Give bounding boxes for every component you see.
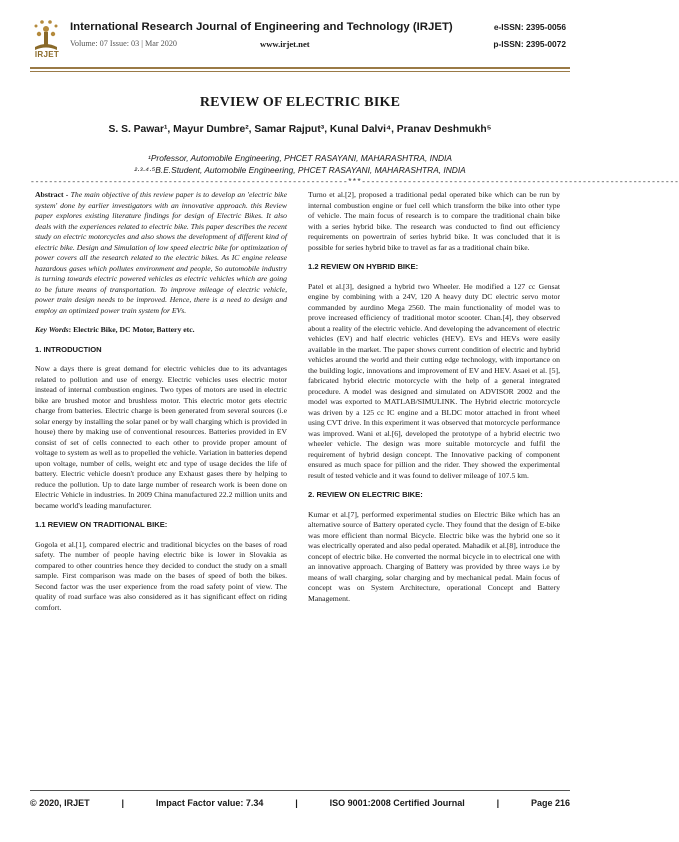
header-rule-thick — [30, 67, 570, 69]
footer-page-number: Page 216 — [530, 798, 570, 808]
footer-impact-factor: Impact Factor value: 7.34 — [155, 798, 264, 808]
keywords — [35, 325, 287, 336]
p-issn: p-ISSN: 2395-0072 — [493, 39, 566, 49]
section-heading-hybrid-bike: 1.2 REVIEW ON HYBRID BIKE: — [308, 262, 419, 271]
abstract-text: The main objective of this review paper is to develop an 'electric bike system' done by earlier investigators with an innovative approach. this Review paper explores existing literature findings for design of Electric Bikes. It also deals with the experiences related to electric bike. This paper describes the recent study on electric motorcycles and also shows the development of different kind of electric bike. Design and Simulation of low speed electric bike for optimization of power covers all the research related to the electric bikes. As IC engine release hazardous gases which pollutes environment and people, So automobile industry is turning towards electric powered vehicles as electric vehicles which are going to be future means of transportation. To improve mileage of electric vehicle, power train design needs to be improved. Hence, there is a need to design and employ an optimized power train system for EVs. — [35, 190, 287, 315]
footer-copyright: © 2020, IRJET — [30, 798, 90, 808]
abstract-label: Abstract - — [35, 190, 69, 199]
section-heading-introduction: 1. INTRODUCTION — [35, 344, 102, 354]
section-heading-electric-bike: 2. REVIEW ON ELECTRIC BIKE: — [308, 490, 423, 499]
header-rule-thin — [30, 71, 570, 72]
footer-separator: | — [121, 798, 125, 808]
footer-separator: | — [295, 798, 298, 808]
affiliation-2: ²·³·⁴·⁵B.E.Student, Automobile Engineering, PHCET RASAYANI, MAHARASHTRA, INDIA — [134, 165, 466, 175]
page-footer — [30, 798, 570, 808]
logo-text: IRJET — [34, 50, 60, 59]
journal-title: International Research Journal of Engineering and Technology (IRJET) — [70, 21, 453, 33]
section-separator: ---------------------------------------------------------------------***--------------------------------------------------------------------- — [30, 178, 679, 187]
keywords-label: Key Words — [35, 325, 69, 334]
paper-title: REVIEW OF ELECTRIC BIKE — [199, 95, 401, 110]
traditional-bike-paragraph: Gogola et al.[1], compared electric and traditional bicycles on the bases of road safety. The number of people having electric bike is lower in Slovakia as compared to other countries hence they decided to conduct the study on a small sample. First comparison was made on the bases of speed of both the bikes. Second factor was the user experience from the road safety point of view. The quality of road surface was also considered as it has significant effect on riding comfort. — [35, 539, 287, 612]
paper-authors: S. S. Pawar¹, Mayur Dumbre², Samar Rajput³, Kunal Dalvi⁴, Pranav Deshmukh⁵ — [108, 124, 492, 135]
introduction-paragraph: Now a days there is great demand for electric vehicles due to its advantages related to pollution and use of energy. Electric vehicles uses electric motor instead of internal combustion engines. Two types of motors are used in electric bike are brushed motor and brushless motor. This electric motor gets electric charge from batteries. Electric charge is been generated from several sources (i.e solar energy by installing the solar panel or by wall charging which is provided in house) there by making use of conventional resources. Batteries provided in EV consist of set of cells connected to each other to provide proper amount of voltage to system as well as to propelled the vehicle. Variation in batteries depend upon voltage, number of cells, weight etc and type of usage decides the life of battery. Electric vehicle doesn't produce any Exhaust gases there by helping to reduce the pollution. Up to date large number of research work is been done on Electric Vehicle in industries. In 2009 China manufactured 22.2 million units and became world's leading manufacturer. — [35, 364, 287, 510]
abstract — [35, 190, 287, 316]
hybrid-bike-paragraph: Patel et al.[3], designed a hybrid two Wheeler. He modified a 127 cc Gensat engine by combining with a 24V, 120 A heavy duty DC electric servo motor commanded by aurdino Mega 2560. The main functionality of model was to prove increased efficiency of traditional motor scooter. Chan.[4], they observed about a reality of the electric vehicle. And developing the advancement of electric vehicles (EV) and half electric vehicles (HEV). EVs and HEVs were easily available in the market. The paper shows current condition of electric and hybrid vehicles around the world and their cutting edge technology, with importance on the building logic, innovations and improvement of EV and HEV. Asaei et al. [5], fabricated hybrid electric motorcycle with the help of a general integrated procedure. A model was designed and simulated on ADVISOR 2002 and the model was exported to MATLAB/SIMULINK. The Hybrid electric motorcycle was driven by a 125 cc IC engine and a BLDC motor attached in front wheel using CVT drive. In this experiment it was observed that motorcycle performance was improved. Wani et al.[6], developed the prototype of a hybrid electric two wheeler vehicle. The design was more suitable motorcycle and fulfil the requirement of hybrid design concept. The Innovative packing of component ensured as much space for pillion and the rider. They showed the experimental result of tested vehicle and it was found to deliver mileage of 107.5 km. — [308, 281, 560, 480]
keywords-text: : Electric Bike, DC Motor, Battery etc. — [68, 325, 195, 334]
electric-bike-paragraph: Kumar et al.[7], performed experimental studies on Electric Bike which has an alternative source of Battery operated cycle. They found that the design of E-bike was more efficient than normal Bicycle. Electric bike was the hybrid one so it was electrically operated and also pedal operated. Mahadik et al.[8], introduce the concept of electric bike. He converted the normal bicycle in to electrical one with an innovative approach. Charging of Battery was provided by three ways i.e by means of wall charging, solar charging and by mechanical pedal. Main focus of concept was on System Architecture, operational Concept and Battery Management. — [308, 509, 560, 603]
journal-website-link[interactable]: www.irjet.net — [260, 39, 310, 49]
volume-issue: Volume: 07 Issue: 03 | Mar 2020 — [70, 39, 178, 48]
e-issn: e-ISSN: 2395-0056 — [493, 22, 566, 32]
right-column — [308, 190, 560, 613]
footer-separator: | — [496, 798, 500, 808]
journal-header — [30, 14, 570, 64]
affiliation-1: ¹Professor, Automobile Engineering, PHCET RASAYANI, MAHARASHTRA, INDIA — [148, 153, 452, 163]
turno-paragraph: Turno et al.[2], proposed a traditional pedal operated bike which can be run by internal combustion engine or fuel cell which transform the bike into other type of vehicle. The main focus of research is to compare the traditional chain bike with a series hybrid bike. The research was conducted to find out efficiency requirements on powertrain of series hybrid bike. It was concluded that it is possible for series hybrid bike to travel as far as a traditional chain bike. — [308, 190, 560, 252]
section-heading-traditional-bike: 1.1 REVIEW ON TRADITIONAL BIKE: — [35, 520, 168, 529]
footer-rule — [30, 790, 570, 791]
footer-iso: ISO 9001:2008 Certified Journal — [329, 798, 465, 808]
left-column — [35, 190, 287, 622]
